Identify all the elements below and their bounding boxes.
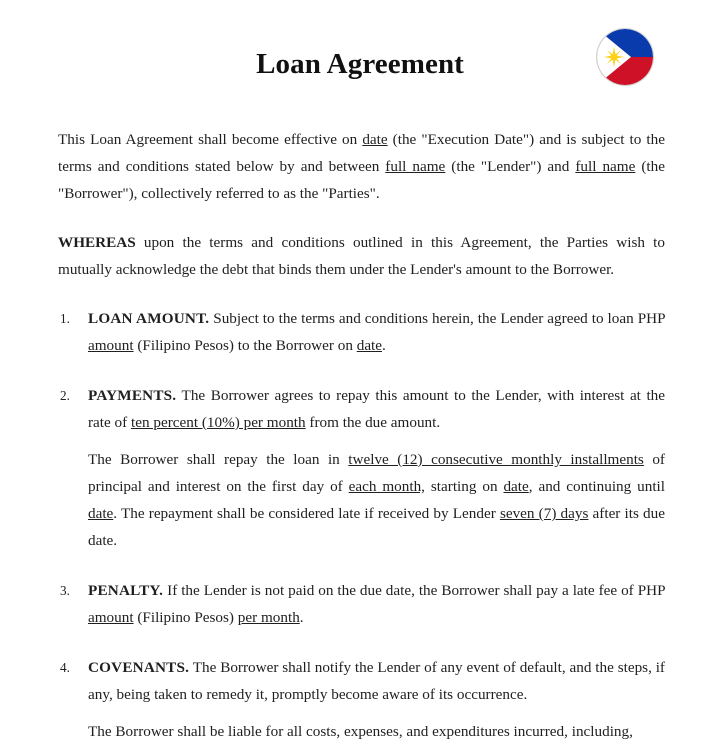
clause-2-p2-text-3: starting on xyxy=(424,478,504,495)
clause-3-text-2: (Filipino Pesos) xyxy=(133,609,238,626)
field-start-date[interactable]: date xyxy=(503,478,529,495)
field-loan-date[interactable]: date xyxy=(356,337,383,354)
clause-4-paragraph-2 xyxy=(88,718,665,745)
clause-3-text-1: If the Lender is not paid on the due date, the Borrower shall pay a late fee of PHP xyxy=(163,582,665,599)
clause-3-paragraph-1 xyxy=(88,577,665,631)
clause-3-text-3: . xyxy=(299,609,304,626)
philippines-flag-icon xyxy=(597,29,653,85)
clause-2-heading: PAYMENTS. xyxy=(88,387,177,404)
clause-list xyxy=(58,305,665,745)
flag-sun-icon xyxy=(604,47,624,67)
clause-2-text-2: from the due amount. xyxy=(305,414,441,431)
clause-1-heading: LOAN AMOUNT. xyxy=(88,310,210,327)
field-lender-name[interactable]: full name xyxy=(385,158,446,175)
whereas-lead: WHEREAS xyxy=(58,234,136,251)
clause-4-text-1: The Borrower shall notify the Lender of any event of default, and the steps, if any, being taken to remedy it, promptly become aware of its occurrence. xyxy=(88,659,665,703)
clause-4-paragraph-1 xyxy=(88,654,665,708)
clause-2-paragraph-2 xyxy=(88,446,665,554)
clause-2-p2-text-1: The Borrower shall repay the loan in xyxy=(88,451,349,468)
clause-loan-amount xyxy=(58,305,665,359)
intro-text-2: (the "Execution Date") and is subject to the terms and conditions stated below by and between xyxy=(58,131,665,175)
clause-penalty xyxy=(58,577,665,631)
field-installments[interactable]: twelve (12) consecutive monthly installments xyxy=(348,451,644,468)
document-body xyxy=(58,126,665,745)
clause-1-text-3: . xyxy=(382,337,386,354)
whereas-text: upon the terms and conditions outlined in this Agreement, the Parties wish to mutually acknowledge the debt that binds them under the Lender's amount to the Borrower. xyxy=(58,234,665,278)
field-late-fee-amount[interactable]: amount xyxy=(88,609,134,626)
intro-text-3: (the "Lender") and xyxy=(445,158,576,175)
flag-inner xyxy=(597,29,653,85)
clause-2-p2-text-5: . The repayment shall be considered late if received by Lender xyxy=(113,505,500,522)
clause-4-heading: COVENANTS. xyxy=(88,659,190,676)
whereas-paragraph xyxy=(58,229,665,283)
clause-2-paragraph-1 xyxy=(88,382,665,436)
field-grace-period[interactable]: seven (7) days xyxy=(499,505,589,522)
clause-payments xyxy=(58,382,665,554)
intro-text-4: (the "Borrower"), collectively referred to as the "Parties". xyxy=(58,158,665,202)
clause-1-paragraph-1 xyxy=(88,305,665,359)
clause-4-p2-text-1: The Borrower shall be liable for all costs, expenses, and expenditures incurred, including, xyxy=(88,723,633,740)
clause-3-heading: PENALTY. xyxy=(88,582,164,599)
clause-covenants xyxy=(58,654,665,745)
clause-1-text-1: Subject to the terms and conditions herein, the Lender agreed to loan PHP xyxy=(209,310,665,327)
clause-2-p2-text-2: of principal and interest on the first day of xyxy=(88,451,665,495)
clause-1-text-2: (Filipino Pesos) to the Borrower on xyxy=(133,337,357,354)
field-loan-amount[interactable]: amount xyxy=(88,337,134,354)
field-late-fee-period[interactable]: per month xyxy=(237,609,300,626)
clause-2-p2-text-6: after its due date. xyxy=(88,505,665,549)
intro-text-1: This Loan Agreement shall become effective on xyxy=(58,131,363,148)
field-interest-rate[interactable]: ten percent (10%) per month xyxy=(131,414,306,431)
page-title: Loan Agreement xyxy=(256,48,464,80)
field-end-date[interactable]: date xyxy=(88,505,114,522)
field-borrower-name[interactable]: full name xyxy=(575,158,636,175)
field-each-month[interactable]: each month, xyxy=(348,478,425,495)
clause-2-text-1: The Borrower agrees to repay this amount to the Lender, with interest at the rate of xyxy=(88,387,665,431)
clause-2-p2-text-4: , and continuing until xyxy=(528,478,665,495)
intro-paragraph xyxy=(58,126,665,207)
field-execution-date[interactable]: date xyxy=(362,131,388,148)
